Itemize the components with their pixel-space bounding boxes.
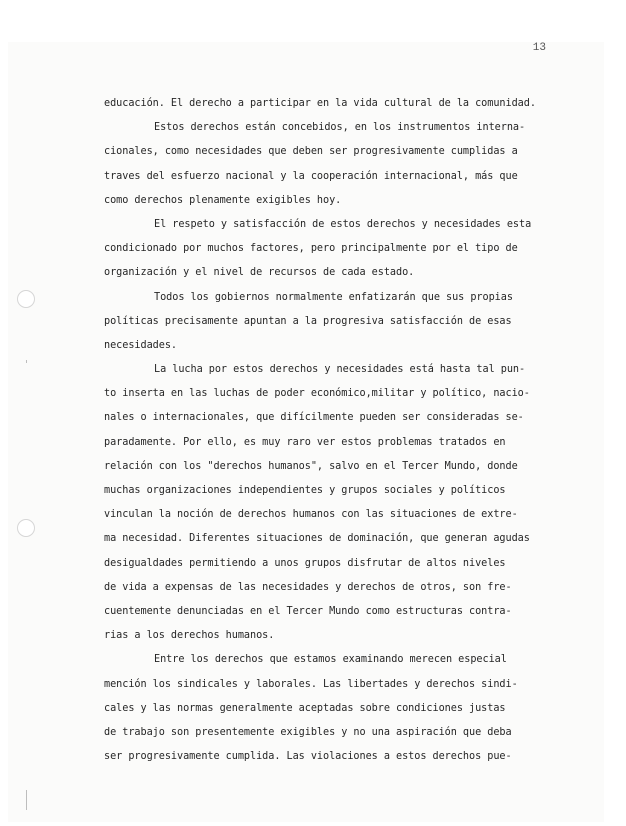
text-line: El respeto y satisfacción de estos derechos y necesidades esta	[154, 218, 532, 230]
punch-hole	[17, 519, 35, 537]
text-line: Entre los derechos que estamos examinando merecen especial	[154, 654, 507, 666]
text-line: paradamente. Por ello, es muy raro ver estos problemas tratados en	[104, 436, 506, 448]
text-line: mención los sindicales y laborales. Las libertades y derechos sindi-	[104, 678, 518, 690]
text-line: ser progresivamente cumplida. Las violaciones a estos derechos pue-	[104, 751, 512, 763]
text-line: relación con los "derechos humanos", salvo en el Tercer Mundo, donde	[104, 460, 518, 472]
text-line: Todos los gobiernos normalmente enfatizarán que sus propias	[154, 291, 513, 303]
text-line: condicionado por muchos factores, pero principalmente por el tipo de	[104, 243, 518, 255]
text-line: de vida a expensas de las necesidades y derechos de otros, son fre-	[104, 581, 512, 593]
text-line: vinculan la noción de derechos humanos con las situaciones de extre-	[104, 509, 518, 521]
text-line: políticas precisamente apuntan a la progresiva satisfacción de esas	[104, 315, 512, 327]
text-line: educación. El derecho a participar en la vida cultural de la comunidad.	[104, 98, 536, 109]
text-line: to inserta en las luchas de poder económico,militar y político, nacio-	[104, 388, 530, 400]
text-line: de trabajo son presentemente exigibles y no una aspiración que deba	[104, 726, 512, 738]
text-line: cionales, como necesidades que deben ser progresivamente cumplidas a	[104, 146, 518, 158]
text-line: nales o internacionales, que difícilmente pueden ser consideradas se-	[104, 412, 524, 424]
body-text	[104, 92, 552, 769]
punch-hole	[17, 290, 35, 308]
text-line: ma necesidad. Diferentes situaciones de dominación, que generan agudas	[104, 533, 530, 545]
text-line: cuentemente denunciadas en el Tercer Mundo como estructuras contra-	[104, 605, 512, 617]
text-line: como derechos plenamente exigibles hoy.	[104, 194, 342, 206]
text-line: desigualdades permitiendo a unos grupos disfrutar de altos niveles	[104, 557, 506, 569]
text-line: Estos derechos están concebidos, en los instrumentos interna-	[154, 122, 526, 134]
text-line: rias a los derechos humanos.	[104, 630, 275, 642]
document-page	[8, 42, 604, 822]
text-line: La lucha por estos derechos y necesidades está hasta tal pun-	[154, 364, 526, 376]
text-line: cales y las normas generalmente aceptadas sobre condiciones justas	[104, 702, 506, 714]
text-line: necesidades.	[104, 339, 178, 351]
paper-speck	[26, 360, 27, 363]
paper-speck	[26, 790, 27, 810]
text-line: muchas organizaciones independientes y grupos sociales y políticos	[104, 485, 506, 496]
page-number: 13	[532, 42, 546, 54]
text-line: traves del esfuerzo nacional y la cooperación internacional, más que	[104, 170, 518, 182]
text-line: organización y el nivel de recursos de cada estado.	[104, 267, 415, 279]
